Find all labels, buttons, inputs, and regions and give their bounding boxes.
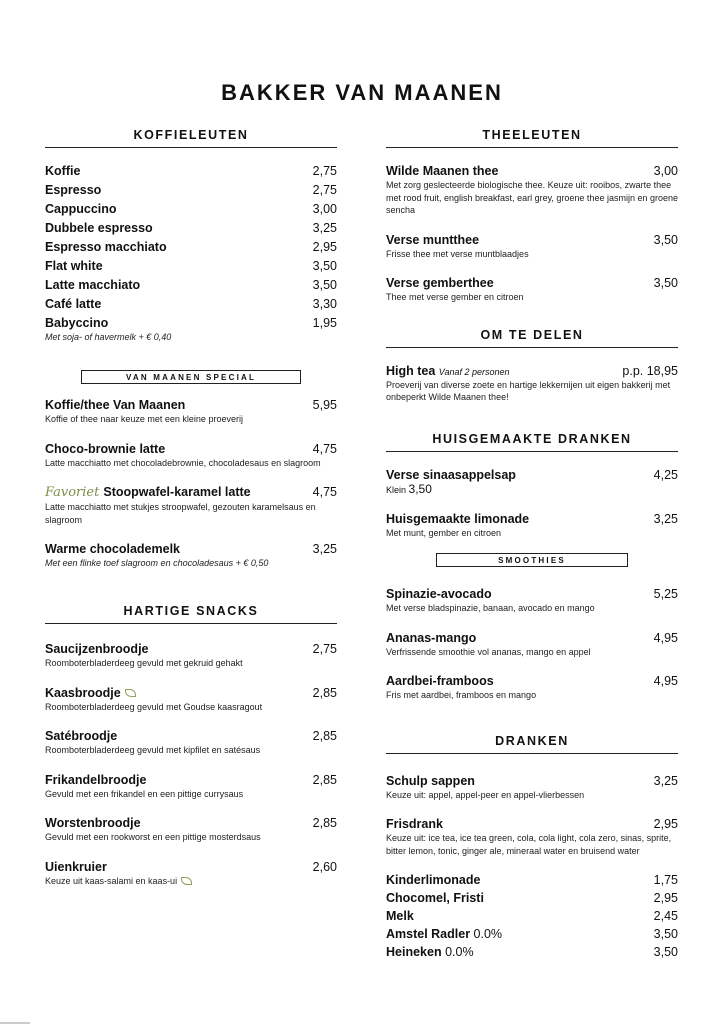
- item-description: Keuze uit kaas-salami en kaas-ui: [45, 875, 178, 886]
- item-name-wrap: [386, 927, 502, 941]
- item-price: 2,75: [312, 183, 337, 197]
- item-price: 4,95: [653, 630, 678, 645]
- item-description: Keuze uit: appel, appel-peer en appel-vlierbessen: [386, 789, 585, 800]
- item-description: Frisse thee met verse muntblaadjes: [386, 248, 529, 259]
- size-price: 3,50: [408, 481, 432, 496]
- item-description: Proeverij van diverse zoete en hartige lekkernijen uit eigen bakkerij met onbeperkt Wilde Maanen thee!: [386, 379, 671, 402]
- item-price: 2,85: [312, 729, 337, 743]
- item-price: 2,85: [312, 772, 337, 787]
- item-price: 4,95: [653, 674, 678, 688]
- section-heading-special: VAN MAANEN SPECIAL: [81, 370, 301, 384]
- section-heading-koffie: KOFFIELEUTEN: [45, 128, 337, 148]
- menu-item: [45, 202, 337, 216]
- item-description: Keuze uit: ice tea, ice tea green, cola, cola light, cola zero, sinas, sprite, bitter lemon, tonic, ginger ale, mineraal water en bruisend water: [386, 833, 672, 856]
- menu-item: [45, 164, 337, 178]
- menu-item: [386, 945, 678, 959]
- item-name-wrap: [386, 364, 510, 378]
- item-description: Gevuld met een frikandel en een pittige currysaus: [45, 788, 244, 799]
- menu-item: [45, 860, 337, 888]
- item-name: Verse sinaasappelsap: [386, 467, 516, 482]
- menu-item: [386, 468, 678, 496]
- menu-item: [386, 164, 678, 217]
- leaf-icon: [125, 689, 136, 697]
- item-price: 3,25: [312, 542, 337, 556]
- item-description: Fris met aardbei, framboos en mango: [386, 690, 537, 700]
- item-name-suffix: 0.0%: [445, 945, 474, 959]
- item-name: Kaasbroodje: [45, 685, 121, 700]
- menu-item: [386, 233, 678, 261]
- menu-item: [386, 674, 678, 702]
- item-name: Kinderlimonade: [386, 873, 481, 887]
- item-description: Met zorg geslecteerde biologische thee. Keuze uit: rooibos, zwarte thee met rood fruit, english breakfast, earl grey, groene thee jasmijn en groene sencha: [386, 180, 678, 215]
- item-name-wrap: [45, 686, 136, 700]
- item-name: Koffie: [45, 164, 81, 178]
- item-name: Flat white: [45, 259, 103, 273]
- item-price: 3,30: [312, 297, 337, 311]
- item-price: 2,75: [312, 164, 337, 178]
- item-description: Met verse bladspinazie, banaan, avocado en mango: [386, 603, 595, 613]
- item-price: 2,75: [312, 642, 337, 656]
- menu-item: [45, 542, 337, 568]
- item-name: Satébroodje: [45, 729, 118, 743]
- menu-item: [386, 631, 678, 659]
- menu-item: [45, 398, 337, 426]
- item-description: Latte macchiatto met chocoladebrownie, chocoladesaus en slagroom: [45, 457, 321, 468]
- item-price: 3,25: [312, 221, 337, 235]
- item-price: 3,25: [653, 773, 678, 788]
- item-price: 3,25: [653, 511, 678, 526]
- item-price: 3,50: [653, 927, 678, 941]
- item-description: Koffie of thee naar keuze met een kleine proeverij: [45, 414, 243, 424]
- item-name: Frisdrank: [386, 817, 443, 831]
- item-name: Café latte: [45, 297, 102, 311]
- right-column: [386, 128, 678, 963]
- menu-item: [45, 816, 337, 844]
- item-name: Saucijzenbroodje: [45, 642, 149, 656]
- menu-item: [386, 774, 678, 802]
- item-name: Spinazie-avocado: [386, 587, 492, 601]
- item-price: 2,85: [312, 816, 337, 830]
- menu-item: [386, 587, 678, 615]
- menu-item: [386, 364, 678, 404]
- favoriet-tag: Favoriet: [45, 485, 100, 500]
- item-price: 2,95: [653, 891, 678, 905]
- menu-item: [386, 909, 678, 923]
- item-name: Schulp sappen: [386, 773, 475, 788]
- item-price: 3,50: [312, 278, 337, 292]
- size-label: Klein: [386, 484, 407, 495]
- item-description: Verfrissende smoothie vol ananas, mango en appel: [386, 646, 591, 657]
- menu-item: [45, 221, 337, 235]
- item-name: Stoopwafel-karamel latte: [103, 485, 251, 499]
- item-name-wrap: [386, 945, 474, 959]
- menu-item: [45, 485, 337, 526]
- item-description-wrap: [45, 875, 337, 888]
- item-price: 2,85: [312, 685, 337, 700]
- menu-item: [386, 927, 678, 941]
- item-name: Espresso macchiato: [45, 240, 167, 254]
- item-description: Latte macchiatto met stukjes stroopwafel, gezouten karamelsaus en slagroom: [45, 502, 316, 525]
- item-name: Warme chocolademelk: [45, 542, 181, 556]
- section-heading-huis: HUISGEMAAKTE DRANKEN: [386, 432, 678, 452]
- item-name: Heineken: [386, 945, 442, 959]
- item-name: High tea: [386, 363, 436, 378]
- menu-item: [45, 316, 337, 330]
- item-name: Dubbele espresso: [45, 221, 153, 235]
- item-price: 2,95: [653, 817, 678, 831]
- leaf-icon: [181, 877, 192, 885]
- item-description: Met munt, gember en citroen: [386, 527, 502, 538]
- item-description: Roomboterbladerdeeg gevuld met gekruid gehakt: [45, 658, 243, 668]
- item-price: 2,60: [312, 859, 337, 874]
- item-description: Thee met verse gember en citroen: [386, 292, 524, 302]
- section-heading-smoothies: SMOOTHIES: [436, 553, 628, 567]
- item-price: 1,75: [653, 873, 678, 887]
- menu-item: [386, 817, 678, 857]
- item-name: Amstel Radler: [386, 927, 471, 941]
- item-name: Melk: [386, 909, 414, 923]
- item-name: Latte macchiato: [45, 278, 141, 292]
- section-heading-snacks: HARTIGE SNACKS: [45, 604, 337, 624]
- item-price: 5,25: [653, 587, 678, 601]
- item-name-suffix: 0.0%: [473, 927, 503, 941]
- item-price: 3,50: [653, 945, 678, 959]
- item-price: 2,95: [312, 240, 337, 254]
- section-heading-dranken: DRANKEN: [386, 734, 678, 754]
- menu-item: [386, 512, 678, 540]
- menu-item: [45, 240, 337, 254]
- item-price: 3,00: [653, 164, 678, 178]
- item-price: p.p. 18,95: [622, 363, 678, 378]
- menu-item: [45, 183, 337, 197]
- item-name: Chocomel, Fristi: [386, 891, 484, 905]
- item-name: Espresso: [45, 183, 102, 197]
- page-title: BAKKER VAN MAANEN: [221, 80, 503, 105]
- menu-item: [45, 297, 337, 311]
- item-name: Huisgemaakte limonade: [386, 511, 530, 526]
- menu-item: [45, 773, 337, 801]
- item-price: 4,75: [312, 485, 337, 499]
- item-note: Met een flinke toef slagroom en chocoladesaus + € 0,50: [45, 558, 269, 568]
- item-name: Babyccino: [45, 316, 109, 330]
- milk-note: Met soja- of havermelk + € 0,40: [45, 332, 172, 342]
- item-name: Choco-brownie latte: [45, 441, 166, 456]
- item-price: 2,45: [653, 909, 678, 923]
- section-heading-thee: THEELEUTEN: [386, 128, 678, 148]
- item-price: 3,50: [312, 259, 337, 273]
- item-name: Koffie/thee Van Maanen: [45, 398, 186, 412]
- item-price: 3,50: [653, 232, 678, 247]
- item-price: 1,95: [312, 316, 337, 330]
- menu-item: [45, 686, 337, 714]
- item-name: Verse muntthee: [386, 232, 480, 247]
- menu-item: [45, 729, 337, 757]
- item-price: 3,50: [653, 276, 678, 290]
- menu-item: [386, 873, 678, 887]
- item-name: Aardbei-framboos: [386, 674, 494, 688]
- item-price: 3,00: [312, 202, 337, 216]
- item-name: Ananas-mango: [386, 630, 477, 645]
- item-description: Roomboterbladerdeeg gevuld met Goudse kaasragout: [45, 701, 263, 712]
- item-name: Frikandelbroodje: [45, 772, 147, 787]
- item-price: 5,95: [312, 398, 337, 412]
- item-name: Wilde Maanen thee: [386, 164, 499, 178]
- item-name: Cappuccino: [45, 202, 117, 216]
- menu-item: [45, 442, 337, 470]
- menu-item: [45, 642, 337, 670]
- koffie-list: [45, 164, 337, 342]
- menu-item: [386, 891, 678, 905]
- menu-item: [45, 259, 337, 273]
- item-description: Gevuld met een rookworst en een pittige mosterdsaus: [45, 832, 261, 842]
- menu-item: [45, 278, 337, 292]
- item-subtitle: Vanaf 2 personen: [438, 366, 510, 377]
- left-column: [45, 128, 337, 897]
- item-name: Verse gemberthee: [386, 276, 494, 290]
- item-price: 4,75: [312, 441, 337, 456]
- size-option: [386, 482, 678, 496]
- menu-item: [386, 276, 678, 304]
- item-name: Uienkruier: [45, 859, 107, 874]
- item-name-wrap: [45, 485, 251, 500]
- item-price: 4,25: [653, 467, 678, 482]
- item-name: Worstenbroodje: [45, 816, 141, 830]
- item-description: Roomboterbladerdeeg gevuld met kipfilet en satésaus: [45, 745, 261, 755]
- section-heading-delen: OM TE DELEN: [386, 328, 678, 348]
